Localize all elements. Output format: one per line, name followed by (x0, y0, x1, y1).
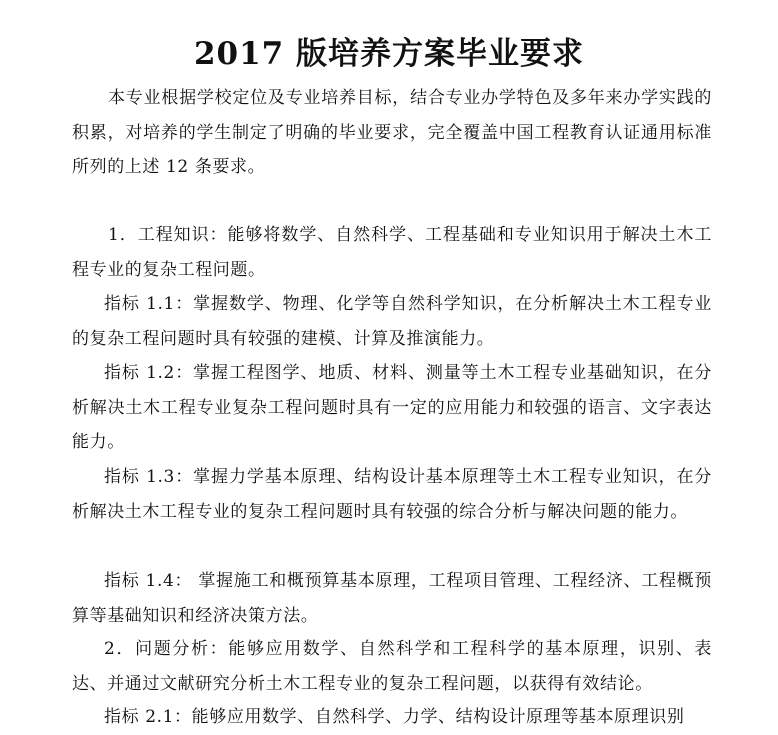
intro-paragraph: 本专业根据学校定位及专业培养目标，结合专业办学特色及多年来办学实践的积累，对培养的学生制定了明确的毕业要求，完全覆盖中国工程教育认证通用标准所列的上述 12 条要求。 (72, 88, 712, 177)
indicator-1-1-paragraph: 指标 1.1：掌握数学、物理、化学等自然科学知识，在分析解决土木工程专业的复杂工程问题时具有较强的建模、计算及推演能力。 (72, 294, 712, 349)
requirement-1-paragraph: 1．工程知识：能够将数学、自然科学、工程基础和专业知识用于解决土木工程专业的复杂工程问题。 (72, 225, 712, 280)
indicator-1-3-paragraph: 指标 1.3：掌握力学基本原理、结构设计基本原理等土木工程专业知识，在分析解决土木工程专业的复杂工程问题时具有较强的综合分析与解决问题的能力。 (72, 467, 712, 522)
requirement-2-paragraph: 2．问题分析：能够应用数学、自然科学和工程科学的基本原理，识别、表达、并通过文献研究分析土木工程专业的复杂工程问题，以获得有效结论。 (72, 639, 712, 694)
indicator-1-2-paragraph: 指标 1.2：掌握工程图学、地质、材料、测量等土木工程专业基础知识，在分析解决土木工程专业复杂工程问题时具有一定的应用能力和较强的语言、文字表达能力。 (72, 363, 712, 452)
page-title: 2017 版培养方案毕业要求 (193, 36, 585, 72)
indicator-2-1-paragraph: 指标 2.1：能够应用数学、自然科学、力学、结构设计原理等基本原理识别 (104, 707, 685, 727)
indicator-1-4-paragraph: 指标 1.4： 掌握施工和概预算基本原理，工程项目管理、工程经济、工程概预算等基础知识和经济决策方法。 (72, 571, 712, 626)
